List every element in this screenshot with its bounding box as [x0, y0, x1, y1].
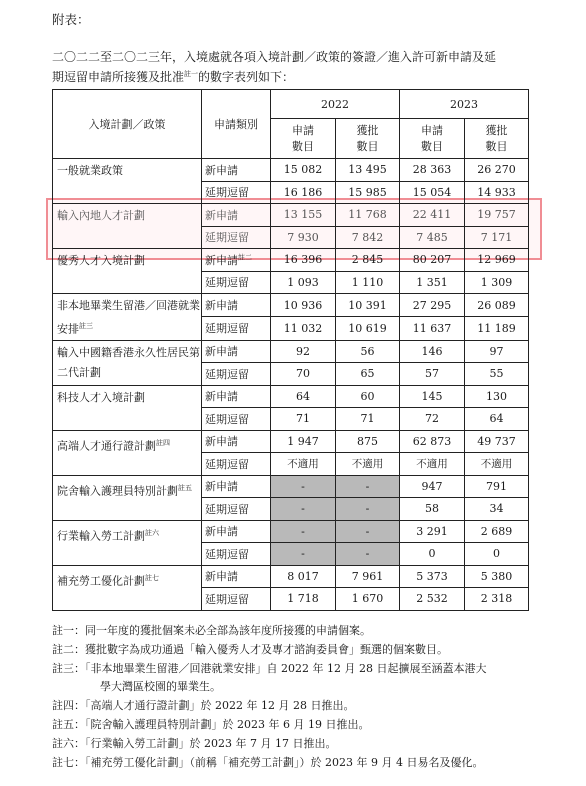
- program-name: 輸入中國籍香港永久性居民第二代計劃: [53, 340, 202, 385]
- header-applications: [271, 119, 336, 159]
- value-approved: 26 089: [465, 294, 529, 317]
- value-approved: 97: [465, 340, 529, 363]
- application-type: 新申請: [202, 294, 271, 317]
- statistics-table: [52, 89, 529, 611]
- table-row: [53, 340, 529, 363]
- note-line: 註三：「非本地畢業生留港／回港就業安排」自 2022 年 12 月 28 日起擴展至涵蓋本港大: [52, 661, 487, 675]
- value-applications: 145: [400, 385, 465, 408]
- value-approved: 875: [336, 430, 400, 453]
- value-applications: 27 295: [400, 294, 465, 317]
- header-type: 申請類別: [202, 90, 271, 159]
- value-applications: 947: [400, 475, 465, 498]
- value-approved: 14 933: [465, 181, 529, 204]
- value-applications: 不適用: [271, 453, 336, 476]
- value-applications: -: [271, 475, 336, 498]
- value-applications: 92: [271, 340, 336, 363]
- value-approved: 2 318: [465, 588, 529, 611]
- application-type: 新申請: [202, 475, 271, 498]
- value-approved: 1 110: [336, 271, 400, 294]
- value-applications: 0: [400, 543, 465, 566]
- value-applications: 11 637: [400, 317, 465, 340]
- value-approved: 49 737: [465, 430, 529, 453]
- value-applications: 3 291: [400, 520, 465, 543]
- value-approved: 7 171: [465, 226, 529, 249]
- value-approved: 15 985: [336, 181, 400, 204]
- value-approved: -: [336, 475, 400, 498]
- value-approved: 不適用: [465, 453, 529, 476]
- value-applications: 1 718: [271, 588, 336, 611]
- value-applications: 11 032: [271, 317, 336, 340]
- note-line: 註一：同一年度的獲批個案未必全部為該年度所接獲的申請個案。: [52, 624, 371, 637]
- application-type: 延期逗留: [202, 498, 271, 521]
- table-row: [53, 475, 529, 498]
- value-applications: 72: [400, 408, 465, 431]
- application-type: 延期逗留: [202, 226, 271, 249]
- value-approved: 26 270: [465, 159, 529, 182]
- value-approved: -: [336, 543, 400, 566]
- value-applications: 80 207: [400, 249, 465, 272]
- application-type: 新申請$^{註二}$: [202, 249, 271, 272]
- application-type: 延期逗留: [202, 453, 271, 476]
- value-applications: 16 186: [271, 181, 336, 204]
- table-body: [53, 159, 529, 611]
- program-name: 行業輸入勞工計劃$^{註六}$: [53, 520, 202, 565]
- value-applications: 22 411: [400, 204, 465, 227]
- value-approved: 55: [465, 363, 529, 386]
- application-type: 新申請: [202, 204, 271, 227]
- value-approved: 71: [336, 408, 400, 431]
- value-approved: 12 969: [465, 249, 529, 272]
- value-applications: 13 155: [271, 204, 336, 227]
- intro-line-2: [52, 68, 294, 85]
- note-line: 註四：「高端人才通行證計劃」於 2022 年 12 月 28 日推出。: [52, 699, 355, 713]
- value-approved: 不適用: [336, 453, 400, 476]
- value-approved: 64: [465, 408, 529, 431]
- note-line: 註七：「補充勞工優化計劃」（前稱「補充勞工計劃」）於 2023 年 9 月 4 日易名及優化。: [52, 755, 484, 769]
- application-type: 延期逗留: [202, 271, 271, 294]
- table-row: [53, 249, 529, 272]
- program-name: 院舍輸入護理員特別計劃$^{註五}$: [53, 475, 202, 520]
- application-type: 延期逗留: [202, 543, 271, 566]
- application-type: 新申請: [202, 159, 271, 182]
- value-approved: 791: [465, 475, 529, 498]
- value-approved: 10 391: [336, 294, 400, 317]
- table-row: [53, 385, 529, 408]
- value-approved: 130: [465, 385, 529, 408]
- application-type: 延期逗留: [202, 588, 271, 611]
- application-type: 延期逗留: [202, 363, 271, 386]
- value-applications: 58: [400, 498, 465, 521]
- intro-text-pre: 期逗留申請所接獲及批准: [52, 70, 185, 84]
- value-approved: 1 670: [336, 588, 400, 611]
- note-line: 註五：「院舍輸入護理員特別計劃」於 2023 年 6 月 19 日推出。: [52, 717, 370, 731]
- value-applications: 15 054: [400, 181, 465, 204]
- table-row: [53, 565, 529, 588]
- value-applications: 16 396: [271, 249, 336, 272]
- notes: [52, 622, 486, 772]
- value-applications: 28 363: [400, 159, 465, 182]
- page-heading: 附表：: [52, 12, 90, 27]
- value-approved: 7 842: [336, 226, 400, 249]
- value-approved: 19 757: [465, 204, 529, 227]
- application-type: 新申請: [202, 565, 271, 588]
- value-approved: 2 845: [336, 249, 400, 272]
- program-name: 非本地畢業生留港／回港就業安排$^{註三}$: [53, 294, 202, 341]
- value-approved: 1 309: [465, 271, 529, 294]
- program-name: 科技人才入境計劃: [53, 385, 202, 430]
- header-approved: [465, 119, 529, 159]
- intro-text-post: 的數字表列如下：: [198, 70, 295, 84]
- sub-label: 獲批 數目: [485, 123, 508, 153]
- value-approved: 11 768: [336, 204, 400, 227]
- value-applications: 2 532: [400, 588, 465, 611]
- value-approved: 2 689: [465, 520, 529, 543]
- application-type: 新申請: [202, 520, 271, 543]
- header-program: 入境計劃／政策: [53, 90, 202, 159]
- table-row: [53, 430, 529, 453]
- value-applications: -: [271, 543, 336, 566]
- value-approved: 10 619: [336, 317, 400, 340]
- application-type: 延期逗留: [202, 408, 271, 431]
- value-applications: 1 093: [271, 271, 336, 294]
- value-approved: 7 961: [336, 565, 400, 588]
- application-type: 新申請: [202, 340, 271, 363]
- intro-note-ref: 註一: [184, 70, 199, 78]
- program-name: 高端人才通行證計劃$^{註四}$: [53, 430, 202, 475]
- note-line: 註六：「行業輸入勞工計劃」於 2023 年 7 月 17 日推出。: [52, 736, 337, 750]
- value-applications: -: [271, 498, 336, 521]
- header-applications: [400, 119, 465, 159]
- table-row: [53, 520, 529, 543]
- table-row: [53, 159, 529, 182]
- value-applications: 5 373: [400, 565, 465, 588]
- value-applications: 不適用: [400, 453, 465, 476]
- value-applications: 57: [400, 363, 465, 386]
- value-applications: 62 873: [400, 430, 465, 453]
- value-applications: 70: [271, 363, 336, 386]
- intro-line-1: 二〇二二至二〇二三年，入境處就各項入境計劃／政策的簽證／進入許可新申請及延: [52, 50, 497, 64]
- value-applications: 8 017: [271, 565, 336, 588]
- table-row: [53, 294, 529, 317]
- sub-label: 申請 數目: [292, 123, 314, 153]
- note-line: 學大灣區校園的畢業生。: [100, 680, 221, 694]
- value-applications: 7 485: [400, 226, 465, 249]
- value-applications: -: [271, 520, 336, 543]
- value-approved: 5 380: [465, 565, 529, 588]
- value-applications: 15 082: [271, 159, 336, 182]
- value-approved: 56: [336, 340, 400, 363]
- program-name: 優秀人才入境計劃: [53, 249, 202, 294]
- application-type: 新申請: [202, 430, 271, 453]
- header-year-2022: 2022: [271, 90, 400, 119]
- sub-label: 申請 數目: [421, 123, 443, 153]
- application-type: 延期逗留: [202, 317, 271, 340]
- value-applications: 64: [271, 385, 336, 408]
- header-approved: [336, 119, 400, 159]
- value-approved: 34: [465, 498, 529, 521]
- value-approved: -: [336, 498, 400, 521]
- program-name: 補充勞工優化計劃$^{註七}$: [53, 565, 202, 610]
- value-applications: 146: [400, 340, 465, 363]
- header-year-2023: 2023: [400, 90, 529, 119]
- value-approved: 60: [336, 385, 400, 408]
- value-applications: 10 936: [271, 294, 336, 317]
- value-applications: 1 351: [400, 271, 465, 294]
- program-name: 輸入內地人才計劃: [53, 204, 202, 249]
- value-applications: 71: [271, 408, 336, 431]
- sub-label: 獲批 數目: [356, 123, 379, 153]
- value-applications: 7 930: [271, 226, 336, 249]
- program-name: 一般就業政策: [53, 159, 202, 204]
- application-type: 延期逗留: [202, 181, 271, 204]
- note-line: 註二：獲批數字為成功通過「輸入優秀人才及專才諮詢委員會」甄選的個案數目。: [52, 642, 448, 656]
- application-type: 新申請: [202, 385, 271, 408]
- value-approved: 0: [465, 543, 529, 566]
- value-approved: -: [336, 520, 400, 543]
- value-approved: 13 495: [336, 159, 400, 182]
- table-row: [53, 204, 529, 227]
- value-applications: 1 947: [271, 430, 336, 453]
- value-approved: 65: [336, 363, 400, 386]
- value-approved: 11 189: [465, 317, 529, 340]
